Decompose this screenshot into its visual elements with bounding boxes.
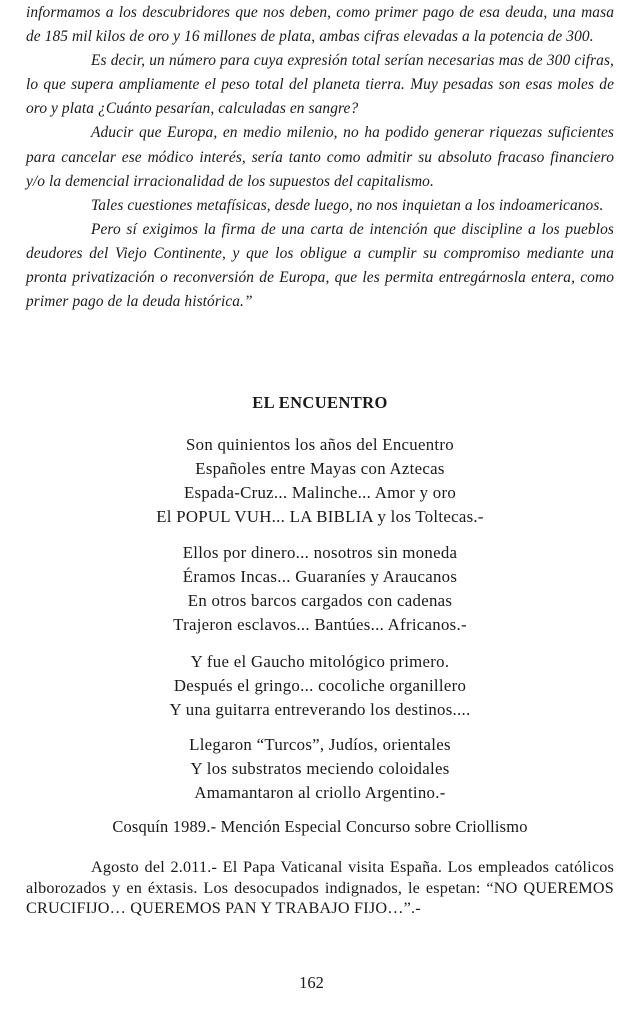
poem-line: Y una guitarra entreverando los destinos....: [169, 700, 471, 719]
poem-line: Son quinientos los años del Encuentro: [186, 435, 454, 454]
poem-stanza-3: [26, 650, 614, 722]
intro-paragraph-2: Es decir, un número para cuya expresión total serían necesarias mas de 300 cifras, lo que supera ampliamente el peso total del planeta tierra. Muy pesadas son esas moles de oro y plata ¿Cuánto pesarían, calculadas en sangre?: [26, 52, 614, 118]
poem-stanza-1: [26, 433, 614, 529]
poem-credit: Cosquín 1989.- Mención Especial Concurso sobre Criollismo: [112, 817, 528, 836]
intro-paragraph-5: Pero sí exigimos la firma de una carta de intención que discipline a los pueblos deudores del Viejo Continente, y que los obligue a cumplir su compromiso mediante una pronta privatización o reconversión de Europa, que les permita entregárnosla entera, como primer pago de la deuda histórica.”: [26, 220, 614, 311]
intro-section: [26, 1, 614, 314]
poem-line: Después el gringo... cocoliche organillero: [173, 676, 467, 695]
poem-line: Españoles entre Mayas con Aztecas: [195, 459, 445, 478]
poem-line: El POPUL VUH... LA BIBLIA y los Toltecas.-: [156, 507, 484, 526]
poem-line: En otros barcos cargados con cadenas: [187, 591, 453, 610]
poem-title: EL ENCUENTRO: [252, 393, 388, 412]
intro-paragraph-1: informamos a los descubridores que nos deben, como primer pago de esa deuda, una masa de 185 mil kilos de oro y 16 millones de plata, ambas cifras elevadas a la potencia de 300.: [26, 4, 614, 46]
poem-line: Amamantaron al criollo Argentino.-: [194, 783, 446, 802]
poem-line: Llegaron “Turcos”, Judíos, orientales: [189, 735, 451, 754]
page-number: 162: [299, 973, 324, 992]
poem-line: Y fue el Gaucho mitológico primero.: [190, 652, 450, 671]
intro-paragraph-3: Aducir que Europa, en medio milenio, no ha podido generar riquezas suficientes para cancelar ese módico interés, sería tanto como admitir su absoluto fracaso financiero y/o la demencial irracionalidad de los supuestos del capitalismo.: [26, 124, 614, 190]
poem-line: Espada-Cruz... Malinche... Amor y oro: [183, 483, 457, 502]
poem-line: Ellos por dinero... nosotros sin moneda: [182, 543, 458, 562]
poem-line: Éramos Incas... Guaraníes y Araucanos: [182, 567, 458, 586]
poem-stanza-4: [26, 733, 614, 805]
closing-paragraph: Agosto del 2.011.- El Papa Vaticanal visita España. Los empleados católicos alborozados y en éxtasis. Los desocupados indignados, le espetan: “NO QUEREMOS CRUCIFIJO… QUEREMOS PAN Y TRABAJO FIJO…”.-: [26, 858, 614, 917]
poem-line: Trajeron esclavos... Bantúes... Africanos.-: [173, 615, 467, 634]
intro-paragraph-4: Tales cuestiones metafísicas, desde luego, no nos inquietan a los indoamericanos.: [91, 196, 604, 214]
poem-stanza-2: [26, 541, 614, 637]
poem-line: Y los substratos meciendo coloidales: [190, 759, 450, 778]
